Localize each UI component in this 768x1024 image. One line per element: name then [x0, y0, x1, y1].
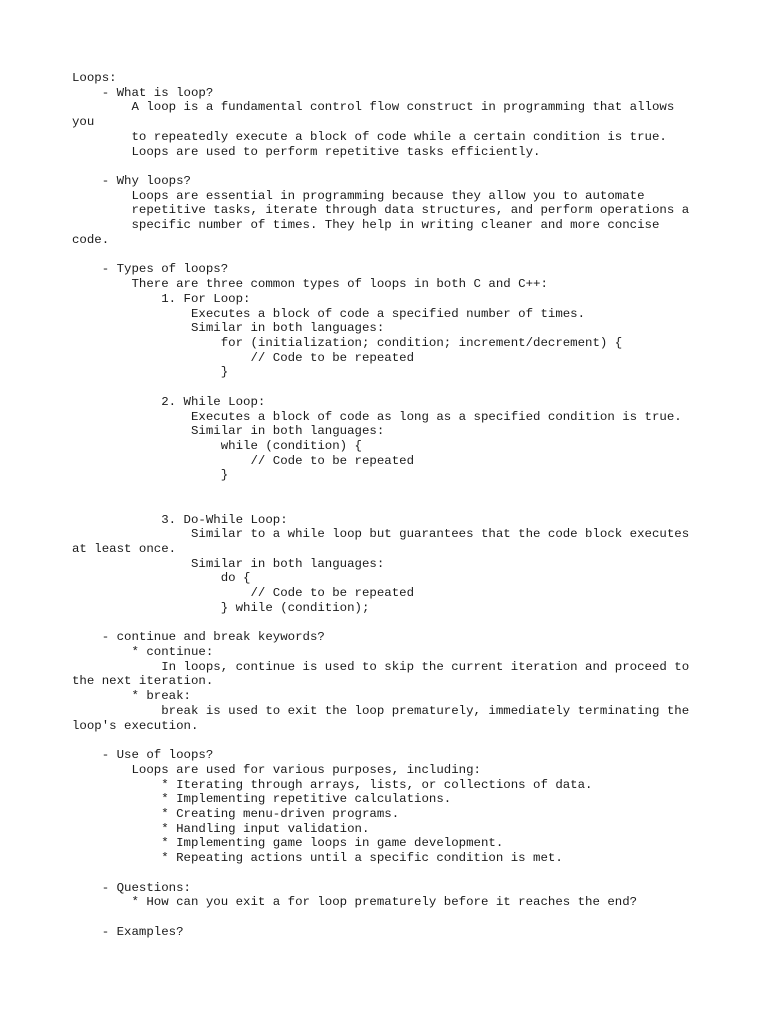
document-text: Loops: - What is loop? A loop is a fundamental control flow construct in programming that allows you to repeatedly execute a block of code while a certain condition is true. Loops are used to perform repetitive tasks efficiently. - Why loops? Loops are essential in programming because they allow you to automate repetitive tasks, iterate through data structures, and perform operations a specific number of times. They help in writing cleaner and more concise code. - Types of loops? There are three common types of loops in both C and C++: 1. For Loop: Executes a block of code a specified number of times. Similar in both languages: for (initialization; condition; increment/decrement) { // Code to be repeated } 2. While Loop: Executes a block of code as long as a specified condition is true. Similar in both languages: while (condition) { // Code to be repeated } 3. Do-While Loop: Similar to a while loop but guarantees that the code block executes at least once. Similar in both languages: do { // Code to be repeated } while (condition); - continue and break keywords? * continue: In loops, continue is used to skip the current iteration and proceed to the next iteration. * break: break is used to exit the loop prematurely, immediately terminating the loop's execution. - Use of loops? Loops are used for various purposes, including: * Iterating through arrays, lists, or collections of data. * Implementing repetitive calculations. * Creating menu-driven programs. * Handling input validation. * Implementing game loops in game development. * Repeating actions until a specific condition is met. - Questions: * How can you exit a for loop prematurely before it reaches the end? - Examples? [72, 71, 690, 939]
document-page [72, 71, 712, 939]
